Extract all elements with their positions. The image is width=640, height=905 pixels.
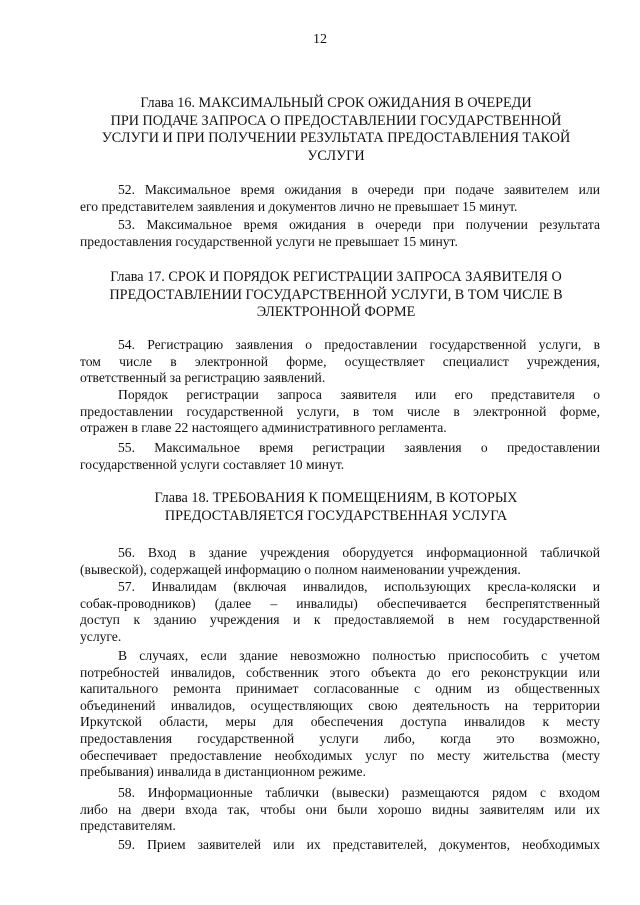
text-line: 57. Инвалидам (включая инвалидов, использующих кресла-коляски и: [118, 579, 600, 594]
text-line: его представителем заявления и документов лично не превышает 15 минут.: [80, 198, 518, 214]
chapter-18-heading: [70, 490, 602, 525]
text-line: услуге.: [80, 628, 122, 644]
heading-line: УСЛУГИ: [307, 147, 365, 164]
paragraph-54: [80, 337, 600, 387]
page-number: 12: [313, 32, 327, 47]
text-line: представителям.: [80, 818, 176, 834]
text-line: потребностей инвалидов, собственник этого объекта до его реконструкции или: [80, 664, 600, 680]
text-line: предоставлении государственной услуги, в том числе в электронной форме,: [80, 403, 600, 419]
text-line: предоставления государственной услуги либо, когда это возможно,: [80, 730, 600, 746]
paragraph-56: [80, 545, 600, 578]
heading-line: УСЛУГИ И ПРИ ПОЛУЧЕНИИ РЕЗУЛЬТАТА ПРЕДОСТАВЛЕНИЯ ТАКОЙ: [101, 130, 571, 147]
paragraph-registration-order: [80, 387, 600, 437]
heading-line: Глава 18. ТРЕБОВАНИЯ К ПОМЕЩЕНИЯМ, В КОТОРЫХ: [154, 490, 518, 506]
text-line: 56. Вход в здание учреждения оборудуется информационной табличкой: [118, 545, 600, 560]
text-line: В случаях, если здание невозможно полностью приспособить с учетом: [118, 648, 600, 663]
text-line: Иркутской области, меры для обеспечения доступа инвалидов к месту: [80, 714, 600, 730]
heading-line: ПРЕДОСТАВЛЕНИИ ГОСУДАРСТВЕННОЙ УСЛУГИ, В ТОМ ЧИСЛЕ В: [109, 286, 563, 303]
text-line: ответственный за регистрацию заявлений.: [80, 370, 326, 386]
chapter-17-heading: [70, 269, 602, 322]
text-line: либо на двери входа так, чтобы они были хорошо видны заявителям или их: [80, 801, 600, 817]
text-line: 55. Максимальное время регистрации заявления о предоставлении: [118, 440, 600, 455]
paragraph-58: [80, 785, 600, 835]
chapter-16-heading: [70, 95, 602, 165]
text-line: пребывания) инвалида в дистанционном режиме.: [80, 764, 366, 780]
text-line: предоставления государственной услуги не превышает 15 минут.: [80, 233, 458, 249]
heading-line: ПРЕДОСТАВЛЯЕТСЯ ГОСУДАРСТВЕННАЯ УСЛУГА: [164, 507, 508, 524]
heading-line: ЭЛЕКТРОННОЙ ФОРМЕ: [256, 304, 416, 321]
paragraph-52: [80, 182, 600, 215]
text-line: 53. Максимальное время ожидания в очереди при получении результата: [118, 217, 600, 232]
text-line: обеспечивает предоставление необходимых услуг по месту жительства (месту: [80, 747, 600, 763]
paragraph-57: [80, 579, 600, 645]
text-line: собак-проводников) (далее – инвалиды) обеспечивается беспрепятственный: [80, 595, 600, 611]
text-line: 59. Прием заявителей или их представителей, документов, необходимых: [118, 837, 600, 852]
text-line: доступ к зданию учреждения и к предоставляемой в нем государственной: [80, 612, 600, 628]
paragraph-59: [80, 837, 600, 854]
text-line: объединений инвалидов, осуществляющих свою деятельность на территории: [80, 697, 600, 713]
text-line: капитального ремонта принимает согласованные с одним из общественных: [80, 681, 600, 697]
text-line: том числе в электронной форме, осуществляет специалист учреждения,: [80, 353, 600, 369]
text-line: государственной услуги составляет 10 минут.: [80, 456, 345, 472]
text-line: отражен в главе 22 настоящего административного регламента.: [80, 420, 447, 436]
text-line: 58. Информационные таблички (вывески) размещаются рядом с входом: [118, 785, 600, 800]
paragraph-53: [80, 217, 600, 250]
heading-line: Глава 16. МАКСИМАЛЬНЫЙ СРОК ОЖИДАНИЯ В ОЧЕРЕДИ: [140, 95, 532, 111]
paragraph-55: [80, 440, 600, 473]
text-line: 52. Максимальное время ожидания в очереди при подаче заявителем или: [118, 182, 600, 197]
text-line: (вывеской), содержащей информацию о полном наименовании учреждения.: [80, 561, 521, 577]
heading-line: Глава 17. СРОК И ПОРЯДОК РЕГИСТРАЦИИ ЗАПРОСА ЗАЯВИТЕЛЯ О: [110, 269, 562, 285]
paragraph-accessibility-measures: [80, 648, 600, 781]
text-line: Порядок регистрации запроса заявителя или его представителя о: [118, 387, 600, 402]
text-line: 54. Регистрацию заявления о предоставлении государственной услуги, в: [118, 337, 600, 352]
heading-line: ПРИ ПОДАЧЕ ЗАПРОСА О ПРЕДОСТАВЛЕНИИ ГОСУДАРСТВЕННОЙ: [110, 112, 562, 129]
